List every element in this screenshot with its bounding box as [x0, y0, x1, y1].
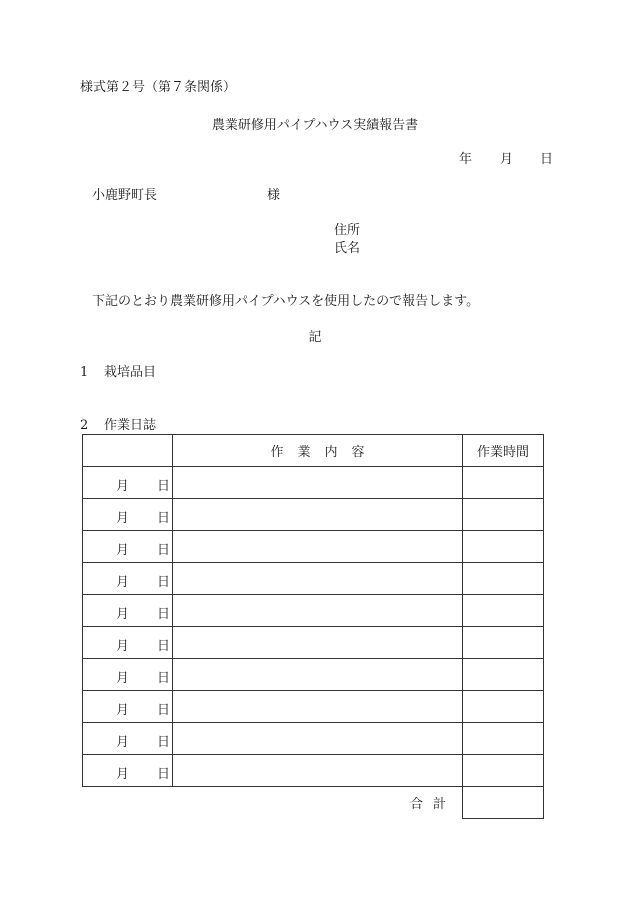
table-row [83, 691, 544, 723]
month-label: 月 [116, 767, 130, 782]
date-cell[interactable] [83, 627, 173, 659]
section-work-log [80, 418, 156, 434]
month-label: 月 [116, 575, 130, 590]
day-label: 日 [157, 607, 171, 622]
day-label: 日 [157, 543, 171, 558]
day-label: 日 [157, 671, 171, 686]
address-label: 住所 [334, 223, 361, 238]
date-cell[interactable] [83, 595, 173, 627]
day-label: 日 [157, 735, 171, 750]
date-year-label: 年 [459, 152, 473, 167]
header-work-content: 作業内容 [173, 435, 463, 467]
month-label: 月 [116, 479, 130, 494]
table-row [83, 467, 544, 499]
total-value-cell[interactable] [463, 787, 544, 819]
work-hours-cell[interactable] [463, 659, 544, 691]
table-row [83, 659, 544, 691]
work-hours-cell[interactable] [463, 467, 544, 499]
header-date [83, 435, 173, 467]
work-content-cell[interactable] [173, 499, 463, 531]
day-label: 日 [157, 767, 171, 782]
month-label: 月 [116, 511, 130, 526]
work-log-body [83, 467, 544, 787]
work-hours-cell[interactable] [463, 531, 544, 563]
day-label: 日 [157, 575, 171, 590]
date-cell[interactable] [83, 691, 173, 723]
day-label: 日 [157, 511, 171, 526]
name-label: 氏名 [334, 241, 361, 256]
total-row [83, 787, 544, 819]
work-content-cell[interactable] [173, 467, 463, 499]
document-title: 農業研修用パイプハウス実績報告書 [211, 118, 419, 133]
work-hours-cell[interactable] [463, 595, 544, 627]
table-row [83, 563, 544, 595]
table-row [83, 595, 544, 627]
date-cell[interactable] [83, 467, 173, 499]
section-number: 2 [80, 418, 89, 433]
work-log-table [82, 434, 544, 819]
day-label: 日 [157, 703, 171, 718]
table-row [83, 499, 544, 531]
work-hours-cell[interactable] [463, 627, 544, 659]
work-hours-cell[interactable] [463, 723, 544, 755]
date-cell[interactable] [83, 659, 173, 691]
ki-marker: 記 [308, 330, 322, 345]
table-row [83, 755, 544, 787]
work-content-cell[interactable] [173, 595, 463, 627]
addressee-honorific: 様 [267, 188, 281, 203]
intro-text: 下記のとおり農業研修用パイプハウスを使用したので報告します。 [92, 294, 480, 309]
month-label: 月 [116, 703, 130, 718]
work-content-cell[interactable] [173, 723, 463, 755]
work-content-cell[interactable] [173, 563, 463, 595]
date-cell[interactable] [83, 723, 173, 755]
month-label: 月 [116, 671, 130, 686]
work-hours-cell[interactable] [463, 691, 544, 723]
table-row [83, 627, 544, 659]
month-label: 月 [116, 543, 130, 558]
work-content-cell[interactable] [173, 659, 463, 691]
day-label: 日 [157, 639, 171, 654]
addressee-name: 小鹿野町長 [92, 188, 158, 203]
section-crop-items [80, 365, 156, 381]
month-label: 月 [116, 735, 130, 750]
work-content-cell[interactable] [173, 691, 463, 723]
work-hours-cell[interactable] [463, 563, 544, 595]
work-hours-cell[interactable] [463, 755, 544, 787]
section-number: 1 [80, 365, 89, 380]
date-cell[interactable] [83, 531, 173, 563]
total-spacer [83, 787, 173, 819]
date-cell[interactable] [83, 499, 173, 531]
section-title: 作業日誌 [104, 418, 157, 433]
date-month-label: 月 [500, 152, 514, 167]
work-hours-cell[interactable] [463, 499, 544, 531]
work-content-cell[interactable] [173, 755, 463, 787]
month-label: 月 [116, 607, 130, 622]
work-content-cell[interactable] [173, 531, 463, 563]
date-day-label: 日 [540, 152, 554, 167]
date-cell[interactable] [83, 755, 173, 787]
table-header-row [83, 435, 544, 467]
total-label: 合計 [173, 787, 463, 819]
section-title: 栽培品目 [104, 365, 157, 380]
day-label: 日 [157, 479, 171, 494]
date-cell[interactable] [83, 563, 173, 595]
work-content-cell[interactable] [173, 627, 463, 659]
table-row [83, 531, 544, 563]
table-row [83, 723, 544, 755]
form-number: 様式第２号（第７条関係） [80, 80, 237, 95]
header-work-hours: 作業時間 [463, 435, 544, 467]
month-label: 月 [116, 639, 130, 654]
